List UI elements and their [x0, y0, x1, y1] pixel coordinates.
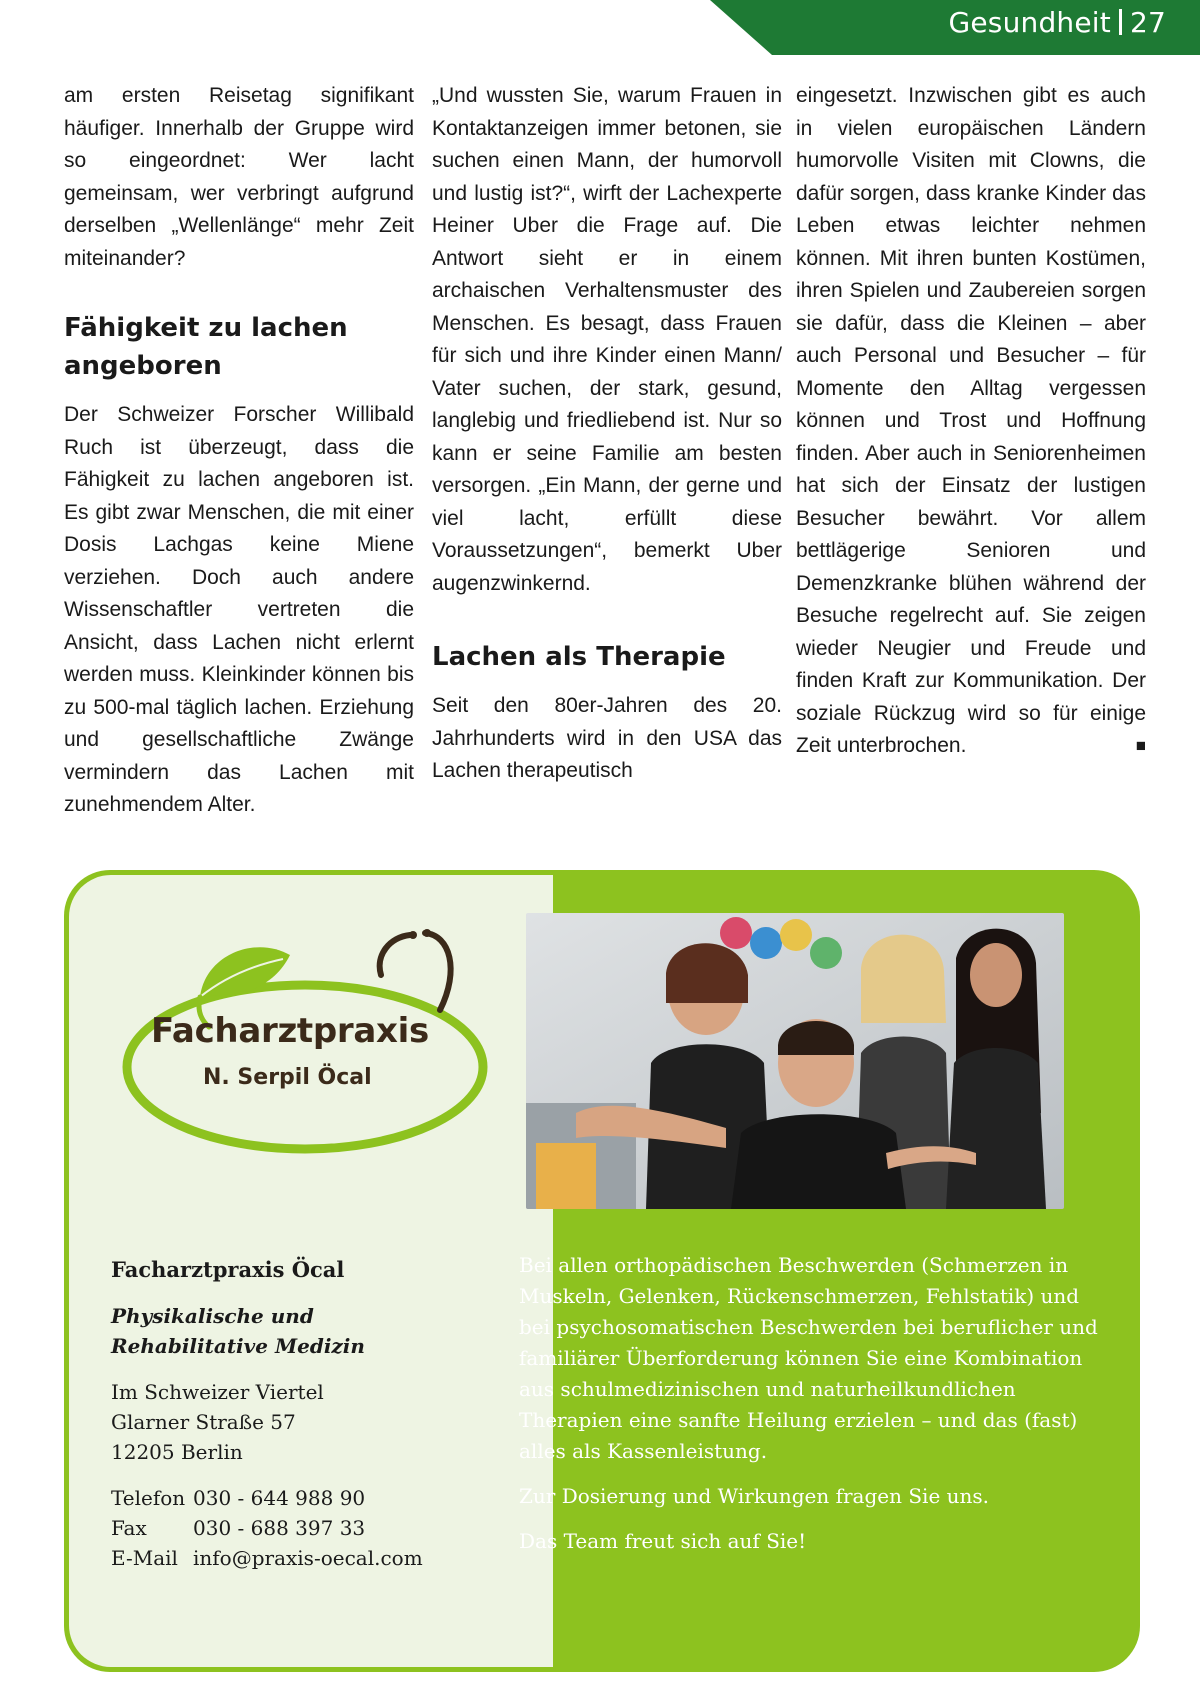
article-column-2: [432, 80, 782, 788]
column3-body-wrap: [796, 80, 1146, 763]
logo-title: Facharztpraxis: [151, 1011, 429, 1051]
phone-number[interactable]: 030 - 644 988 90: [193, 1486, 366, 1510]
article-column-1: [64, 80, 414, 822]
specialty-line-1: Physikalische und: [111, 1304, 314, 1328]
logo-subtitle: N. Serpil Öcal: [203, 1065, 372, 1090]
phone-label: Telefon: [111, 1486, 186, 1510]
section-title: [948, 6, 1166, 39]
column2-body: „Und wussten Sie, warum Frauen in Kontaktanzeigen immer betonen, sie suchen einen Mann, der humorvoll und lustig ist?“, wirft der Lachexperte Heiner Uber die Frage auf. Die Antwort sieht er in einem archaischen Verhaltensmuster des Menschen. Es besagt, dass Frauen für sich und ihre Kinder einen Mann/ Vater suchen, der stark, gesund, langlebig und friedliebend ist. Nur so kann er seine Familie am besten versorgen. „Ein Mann, der gerne und viel lacht, erfüllt diese Voraussetzungen“, bemerkt Uber augenzwinkernd.: [432, 84, 782, 595]
section-header-tab: [710, 0, 1200, 55]
firm-name: Facharztpraxis Öcal: [111, 1257, 345, 1282]
section-name: Gesundheit: [948, 6, 1111, 39]
advertisement-box: [64, 870, 1140, 1672]
phone-row: [111, 1483, 541, 1513]
end-mark: ■: [1135, 736, 1146, 755]
heading-faehigkeit: Fähigkeit zu lachen angeboren: [64, 313, 348, 381]
fax-number: 030 - 688 397 33: [193, 1516, 366, 1540]
email-row: [111, 1543, 541, 1573]
ad-text-2: Zur Dosierung und Wirkungen fragen Sie uns.: [519, 1484, 990, 1508]
fax-row: [111, 1513, 541, 1543]
address-line-3: 12205 Berlin: [111, 1440, 243, 1464]
ad-text-3: Das Team freut sich auf Sie!: [519, 1529, 807, 1553]
email-label: E-Mail: [111, 1546, 178, 1570]
ad-info-panel: [69, 875, 553, 1667]
heading-lachen-therapie: Lachen als Therapie: [432, 642, 726, 672]
page-number: 27: [1129, 6, 1166, 39]
ad-description: [519, 1250, 1104, 1571]
ad-contact-block: [111, 1255, 541, 1573]
ad-text-1: Bei allen orthopädischen Beschwerden (Schmerzen in Muskeln, Gelenken, Rückenschmerzen, Fehlstatik) und bei psychosomatischen Beschwerden bei beruflicher und familiärer Überforderung können Sie eine Kombination aus schulmedizinischen und naturheilkundlichen Therapien eine sanfte Heilung erzielen – und das (fast) alles als Kassenleistung.: [519, 1253, 1098, 1463]
address: [111, 1377, 541, 1467]
column2-body2: Seit den 80er-Jahren des 20. Jahrhunderts wird in den USA das Lachen therapeutisch: [432, 694, 782, 782]
team-photo-image: [526, 913, 1064, 1209]
column3-body: eingesetzt. Inzwischen gibt es auch in vielen europäischen Ländern humorvolle Visiten mit Clowns, die dafür sorgen, dass kranke Kinder das Leben etwas leichter nehmen können. Mit ihren bunten Kostümen, ihren Spielen und Zaubereien sorgen sie dafür, dass die Kleinen – aber auch Personal und Besucher – für Momente den Alltag vergessen können und Trost und Hoffnung finden. Aber auch in Seniorenheimen hat sich der Einsatz der lustigen Besucher bewährt. Vor allem bettlägerige Senioren und Demenzkranke blühen während der Besuche regelrecht auf. Sie zeigen wieder Neugier und Freude und finden Kraft zur Kommunikation. Der soziale Rückzug wird so für einige Zeit unterbrochen.: [796, 84, 1146, 757]
address-line-1: Im Schweizer Viertel: [111, 1380, 324, 1404]
column1-body: Der Schweizer Forscher Willibald Ruch ist überzeugt, dass die Fähigkeit zu lachen angeboren ist. Es gibt zwar Menschen, die mit einer Dosis Lachgas keine Miene verziehen. Doch auch andere Wissenschaftler vertreten die Ansicht, dass Lachen nicht erlernt werden muss. Kleinkinder können bis zu 500-mal täglich lachen. Erziehung und gesellschaftliche Zwänge vermindern das Lachen mit zunehmendem Alter.: [64, 403, 414, 816]
article-column-3: [796, 80, 1146, 763]
email-link[interactable]: info@praxis-oecal.com: [193, 1546, 423, 1570]
title-separator: [1119, 9, 1122, 35]
column1-intro: am ersten Reisetag signifikant häufiger. Innerhalb der Gruppe wird so eingeordnet: Wer lacht gemeinsam, wer verbringt aufgrund derselben „Wellenlänge“ mehr Zeit miteinander?: [64, 84, 414, 270]
specialty-line-2: Rehabilitative Medizin: [111, 1334, 365, 1358]
address-line-2: Glarner Straße 57: [111, 1410, 296, 1434]
fax-label: Fax: [111, 1516, 147, 1540]
team-photo: [526, 913, 1064, 1209]
specialty: [111, 1301, 541, 1361]
